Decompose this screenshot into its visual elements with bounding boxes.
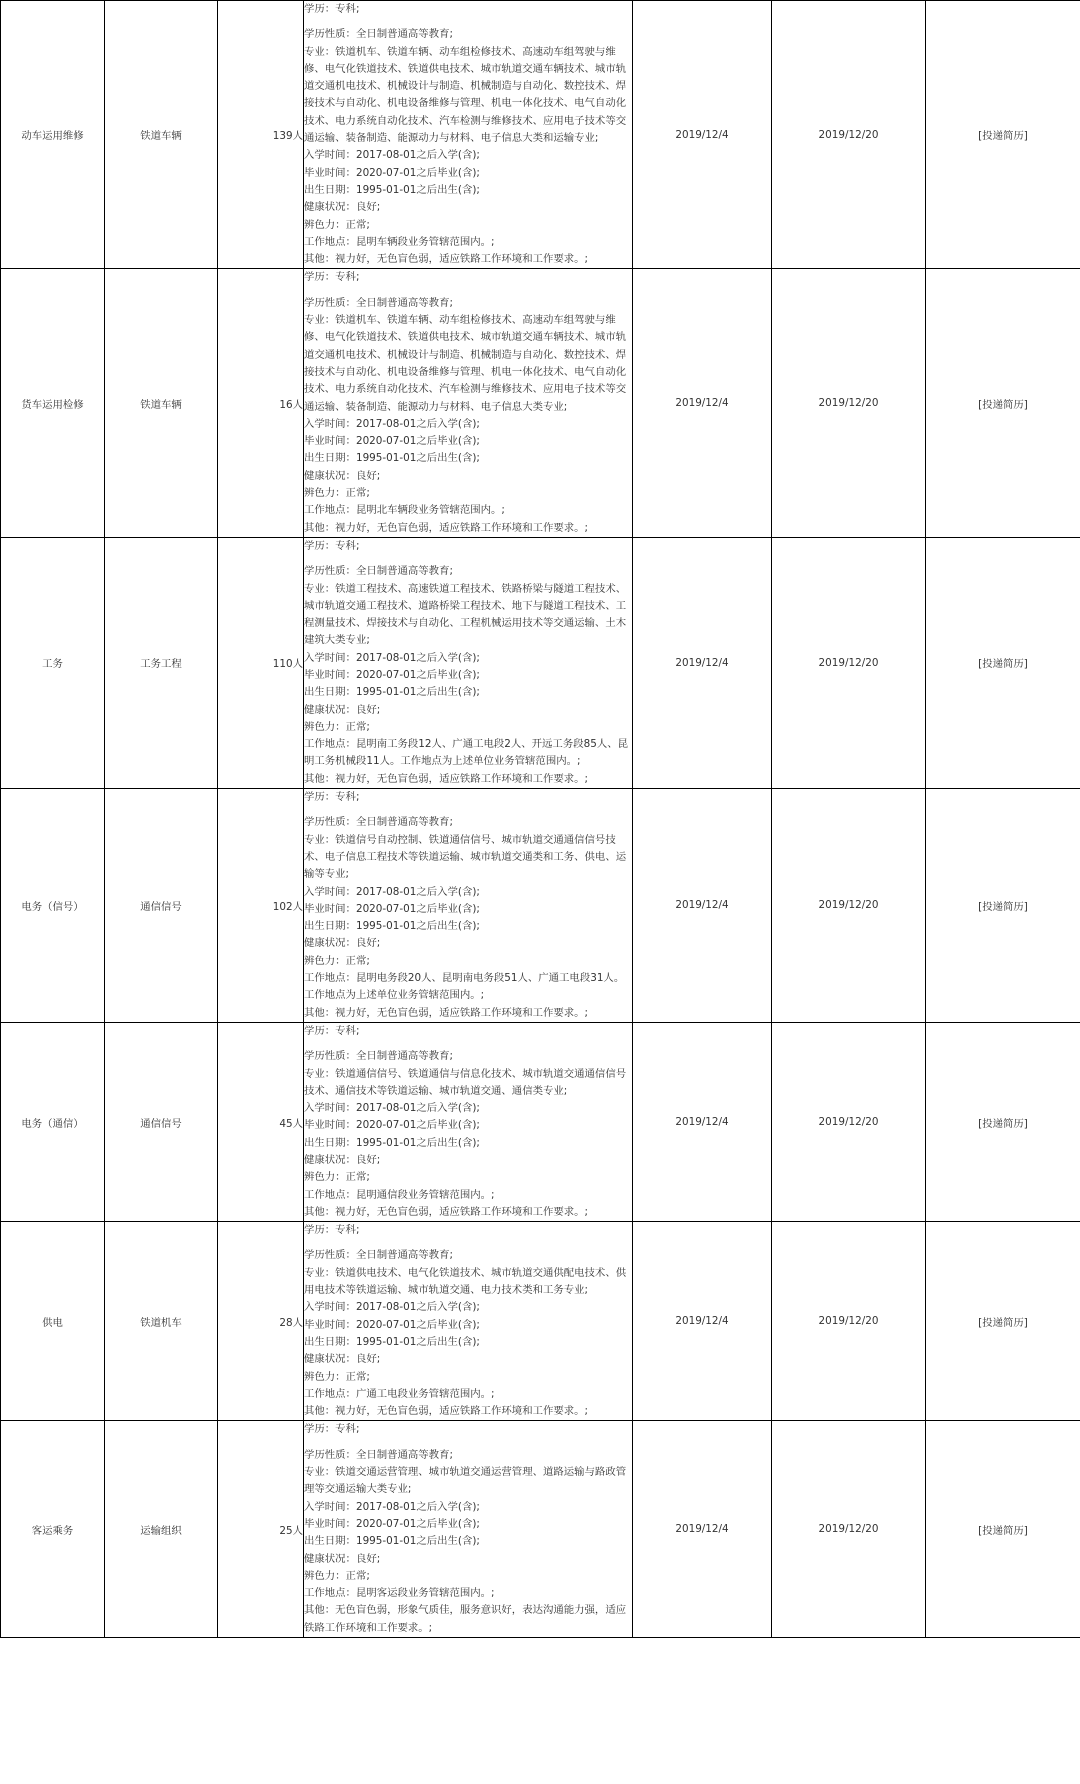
start-date: 2019/12/4 — [675, 656, 729, 669]
req-work-location: 工作地点：广通工电段业务管辖范围内。; — [304, 1387, 495, 1400]
specialty-name: 通信信号 — [140, 900, 182, 913]
req-enroll-date: 入学时间：2017-08-01之后入学(含); — [304, 417, 480, 430]
position-cell — [1, 1222, 105, 1421]
end-date-cell — [772, 269, 926, 537]
req-work-location: 工作地点：昆明电务段20人、昆明南电务段51人、广通工电段31人。工作地点为上述单位业务管辖范围内。; — [304, 972, 625, 1002]
headcount-cell — [218, 269, 304, 537]
req-birth-date: 出生日期：1995-01-01之后出生(含); — [304, 686, 480, 699]
end-date-cell — [772, 789, 926, 1023]
req-birth-date: 出生日期：1995-01-01之后出生(含); — [304, 1136, 480, 1149]
req-graduation-date: 毕业时间：2020-07-01之后毕业(含); — [304, 166, 480, 179]
specialty-cell — [105, 789, 218, 1023]
req-enroll-date: 入学时间：2017-08-01之后入学(含); — [304, 149, 480, 162]
req-major: 专业：铁道信号自动控制、铁道通信信号、城市轨道交通通信信号技术、电子信息工程技术等铁道运输、城市轨道交通类和工务、供电、运输等专业; — [304, 833, 627, 881]
start-date: 2019/12/4 — [675, 1315, 729, 1328]
req-other: 其他：视力好，无色盲色弱，适应铁路工作环境和工作要求。; — [304, 1006, 589, 1019]
headcount-cell — [218, 1421, 304, 1638]
submit-resume-link[interactable]: [投递简历] — [978, 1316, 1028, 1329]
req-other: 其他：视力好，无色盲色弱，适应铁路工作环境和工作要求。; — [304, 772, 589, 785]
req-major: 专业：铁道机车、铁道车辆、动车组检修技术、高速动车组驾驶与维修、电气化铁道技术、铁道供电技术、城市轨道交通车辆技术、城市轨道交通机电技术、机械设计与制造、机械制造与自动化、数控技术、焊接技术与自动化、机电设备维修与管理、机电一体化技术、电气自动化技术、电力系统自动化技术、汽车检测与维修技术、应用电子技术等交通运输、装备制造、能源动力与材料、电子信息大类和运输专业; — [304, 45, 627, 145]
req-health: 健康状况：良好; — [304, 1353, 381, 1366]
position-cell — [1, 789, 105, 1023]
table-row — [1, 1022, 1080, 1221]
position-name: 供电 — [42, 1316, 63, 1329]
end-date-cell — [772, 1, 926, 269]
req-health: 健康状况：良好; — [304, 469, 381, 482]
req-major: 专业：铁道供电技术、电气化铁道技术、城市轨道交通供配电技术、供用电技术等铁道运输、城市轨道交通、电力技术类和工务专业; — [304, 1266, 627, 1297]
position-cell — [1, 537, 105, 788]
req-education-type: 学历性质：全日制普通高等教育; — [304, 1448, 453, 1461]
req-birth-date: 出生日期：1995-01-01之后出生(含); — [304, 1335, 480, 1348]
req-enroll-date: 入学时间：2017-08-01之后入学(含); — [304, 1301, 480, 1314]
end-date: 2019/12/20 — [818, 1315, 879, 1328]
end-date: 2019/12/20 — [818, 397, 879, 410]
req-education-type: 学历性质：全日制普通高等教育; — [304, 296, 453, 309]
req-color-vision: 辨色力：正常; — [304, 1171, 370, 1184]
start-date: 2019/12/4 — [675, 1523, 729, 1536]
submit-resume-link[interactable]: [投递简历] — [978, 658, 1028, 671]
req-birth-date: 出生日期：1995-01-01之后出生(含); — [304, 920, 480, 933]
req-enroll-date: 入学时间：2017-08-01之后入学(含); — [304, 1102, 480, 1115]
specialty-name: 工务工程 — [140, 658, 182, 671]
submit-resume-link[interactable]: [投递简历] — [978, 1117, 1028, 1130]
requirements-cell — [304, 1, 633, 269]
start-date-cell — [633, 1022, 772, 1221]
table-row — [1, 1421, 1080, 1638]
req-other: 其他：视力好，无色盲色弱，适应铁路工作环境和工作要求。; — [304, 253, 589, 266]
start-date-cell — [633, 789, 772, 1023]
req-major: 专业：铁道机车、铁道车辆、动车组检修技术、高速动车组驾驶与维修、电气化铁道技术、铁道供电技术、城市轨道交通车辆技术、城市轨道交通机电技术、机械设计与制造、机械制造与自动化、数控技术、焊接技术与自动化、机电设备维修与管理、机电一体化技术、电气自动化技术、电力系统自动化技术、汽车检测与维修技术、应用电子技术等交通运输、装备制造、能源动力与材料、电子信息大类专业; — [304, 314, 627, 413]
position-cell — [1, 1, 105, 269]
headcount: 45人 — [279, 1117, 303, 1130]
req-education: 学历：专科; — [304, 3, 360, 15]
req-color-vision: 辨色力：正常; — [304, 1370, 370, 1383]
action-cell — [926, 1, 1080, 269]
req-education: 学历：专科; — [304, 791, 360, 804]
headcount: 28人 — [279, 1316, 303, 1329]
req-enroll-date: 入学时间：2017-08-01之后入学(含); — [304, 651, 480, 664]
req-health: 健康状况：良好; — [304, 1552, 381, 1565]
req-birth-date: 出生日期：1995-01-01之后出生(含); — [304, 452, 480, 465]
specialty-cell — [105, 1022, 218, 1221]
req-education-type: 学历性质：全日制普通高等教育; — [304, 1249, 453, 1262]
start-date-cell — [633, 537, 772, 788]
req-graduation-date: 毕业时间：2020-07-01之后毕业(含); — [304, 1318, 480, 1331]
req-education: 学历：专科; — [304, 1423, 360, 1436]
req-graduation-date: 毕业时间：2020-07-01之后毕业(含); — [304, 668, 480, 681]
position-name: 电务（通信） — [21, 1117, 84, 1130]
table-row — [1, 537, 1080, 788]
action-cell — [926, 789, 1080, 1023]
position-name: 客运乘务 — [31, 1524, 74, 1537]
position-name: 动车运用维修 — [21, 130, 84, 143]
specialty-cell — [105, 537, 218, 788]
headcount-cell — [218, 1022, 304, 1221]
submit-resume-link[interactable]: [投递简历] — [978, 900, 1028, 913]
req-health: 健康状况：良好; — [304, 201, 381, 214]
req-education: 学历：专科; — [304, 539, 360, 552]
table-row — [1, 269, 1080, 537]
req-work-location: 工作地点：昆明车辆段业务管辖范围内。; — [304, 235, 495, 248]
requirements-cell — [304, 1421, 633, 1638]
headcount: 110人 — [272, 658, 303, 671]
req-color-vision: 辨色力：正常; — [304, 1569, 370, 1582]
table-row — [1, 789, 1080, 1023]
action-cell — [926, 1421, 1080, 1638]
req-major: 专业：铁道交通运营管理、城市轨道交通运营管理、道路运输与路政管理等交通运输大类专业; — [304, 1466, 627, 1496]
requirements-cell — [304, 789, 633, 1023]
headcount-cell — [218, 1, 304, 269]
requirements-cell — [304, 1222, 633, 1421]
end-date-cell — [772, 1421, 926, 1638]
req-major: 专业：铁道通信信号、铁道通信与信息化技术、城市轨道交通通信信号技术、通信技术等铁道运输、城市轨道交通、通信类专业; — [304, 1067, 627, 1097]
req-other: 其他：视力好，无色盲色弱，适应铁路工作环境和工作要求。; — [304, 1205, 589, 1218]
position-name: 电务（信号） — [21, 900, 84, 913]
action-cell — [926, 269, 1080, 537]
req-health: 健康状况：良好; — [304, 1154, 381, 1166]
action-cell — [926, 1022, 1080, 1221]
requirements-cell — [304, 269, 633, 537]
req-enroll-date: 入学时间：2017-08-01之后入学(含); — [304, 885, 480, 898]
req-other: 其他：视力好，无色盲色弱，适应铁路工作环境和工作要求。; — [304, 521, 589, 534]
position-cell — [1, 1022, 105, 1221]
end-date-cell — [772, 1222, 926, 1421]
req-education-type: 学历性质：全日制普通高等教育; — [304, 565, 453, 578]
req-graduation-date: 毕业时间：2020-07-01之后毕业(含); — [304, 1119, 480, 1132]
end-date: 2019/12/20 — [818, 1523, 879, 1536]
end-date: 2019/12/20 — [818, 899, 879, 912]
req-education: 学历：专科; — [304, 1224, 360, 1237]
req-education: 学历：专科; — [304, 1024, 360, 1037]
end-date: 2019/12/20 — [818, 1116, 879, 1129]
req-other: 其他：视力好，无色盲色弱，适应铁路工作环境和工作要求。; — [304, 1405, 589, 1418]
end-date-cell — [772, 537, 926, 788]
start-date: 2019/12/4 — [675, 899, 729, 912]
req-health: 健康状况：良好; — [304, 703, 381, 716]
start-date-cell — [633, 1, 772, 269]
specialty-cell — [105, 1, 218, 269]
headcount: 16人 — [279, 398, 303, 411]
headcount-cell — [218, 537, 304, 788]
req-health: 健康状况：良好; — [304, 937, 381, 950]
req-color-vision: 辨色力：正常; — [304, 720, 370, 733]
submit-resume-link[interactable]: [投递简历] — [978, 130, 1028, 143]
end-date: 2019/12/20 — [818, 128, 879, 141]
req-education-type: 学历性质：全日制普通高等教育; — [304, 28, 453, 41]
position-name: 工务 — [42, 658, 63, 671]
specialty-name: 铁道机车 — [140, 1316, 182, 1329]
req-education: 学历：专科; — [304, 271, 360, 284]
req-education-type: 学历性质：全日制普通高等教育; — [304, 816, 453, 829]
req-graduation-date: 毕业时间：2020-07-01之后毕业(含); — [304, 1517, 480, 1530]
req-graduation-date: 毕业时间：2020-07-01之后毕业(含); — [304, 902, 480, 915]
headcount-cell — [218, 789, 304, 1023]
req-work-location: 工作地点：昆明北车辆段业务管辖范围内。; — [304, 504, 505, 517]
action-cell — [926, 537, 1080, 788]
action-cell — [926, 1222, 1080, 1421]
specialty-cell — [105, 269, 218, 537]
req-graduation-date: 毕业时间：2020-07-01之后毕业(含); — [304, 435, 480, 448]
end-date: 2019/12/20 — [818, 656, 879, 669]
req-work-location: 工作地点：昆明南工务段12人、广通工电段2人、开远工务段85人、昆明工务机械段11人。工作地点为上述单位业务管辖范围内。; — [304, 738, 628, 768]
position-name: 货车运用检修 — [21, 398, 84, 411]
table-row — [1, 1222, 1080, 1421]
req-education-type: 学历性质：全日制普通高等教育; — [304, 1050, 453, 1063]
requirements-cell — [304, 1022, 633, 1221]
specialty-cell — [105, 1222, 218, 1421]
submit-resume-link[interactable]: [投递简历] — [978, 1524, 1028, 1537]
headcount-cell — [218, 1222, 304, 1421]
headcount: 139人 — [272, 130, 303, 143]
specialty-name: 通信信号 — [140, 1117, 182, 1130]
req-color-vision: 辨色力：正常; — [304, 954, 370, 967]
specialty-name: 铁道车辆 — [140, 398, 182, 411]
start-date: 2019/12/4 — [675, 397, 729, 410]
req-color-vision: 辨色力：正常; — [304, 218, 370, 231]
start-date-cell — [633, 1222, 772, 1421]
start-date-cell — [633, 269, 772, 537]
job-rows — [1, 1, 1080, 1638]
submit-resume-link[interactable]: [投递简历] — [978, 398, 1028, 411]
start-date-cell — [633, 1421, 772, 1638]
req-birth-date: 出生日期：1995-01-01之后出生(含); — [304, 183, 480, 196]
req-major: 专业：铁道工程技术、高速铁道工程技术、铁路桥梁与隧道工程技术、城市轨道交通工程技术、道路桥梁工程技术、地下与隧道工程技术、工程测量技术、焊接技术与自动化、工程机械运用技术等交通运输、土木建筑大类专业; — [304, 582, 627, 647]
req-birth-date: 出生日期：1995-01-01之后出生(含); — [304, 1535, 480, 1548]
specialty-name: 运输组织 — [140, 1524, 182, 1537]
req-work-location: 工作地点：昆明客运段业务管辖范围内。; — [304, 1587, 495, 1600]
req-color-vision: 辨色力：正常; — [304, 487, 370, 500]
end-date-cell — [772, 1022, 926, 1221]
headcount: 25人 — [279, 1524, 303, 1537]
specialty-name: 铁道车辆 — [140, 130, 182, 143]
start-date: 2019/12/4 — [675, 1116, 729, 1129]
headcount: 102人 — [272, 900, 303, 913]
req-other: 其他：无色盲色弱，形象气质佳，服务意识好，表达沟通能力强，适应铁路工作环境和工作要求。; — [304, 1604, 627, 1634]
requirements-cell — [304, 537, 633, 788]
req-enroll-date: 入学时间：2017-08-01之后入学(含); — [304, 1500, 480, 1513]
req-work-location: 工作地点：昆明通信段业务管辖范围内。; — [304, 1188, 495, 1201]
start-date: 2019/12/4 — [675, 128, 729, 141]
position-cell — [1, 1421, 105, 1638]
table-row — [1, 1, 1080, 269]
specialty-cell — [105, 1421, 218, 1638]
position-cell — [1, 269, 105, 537]
